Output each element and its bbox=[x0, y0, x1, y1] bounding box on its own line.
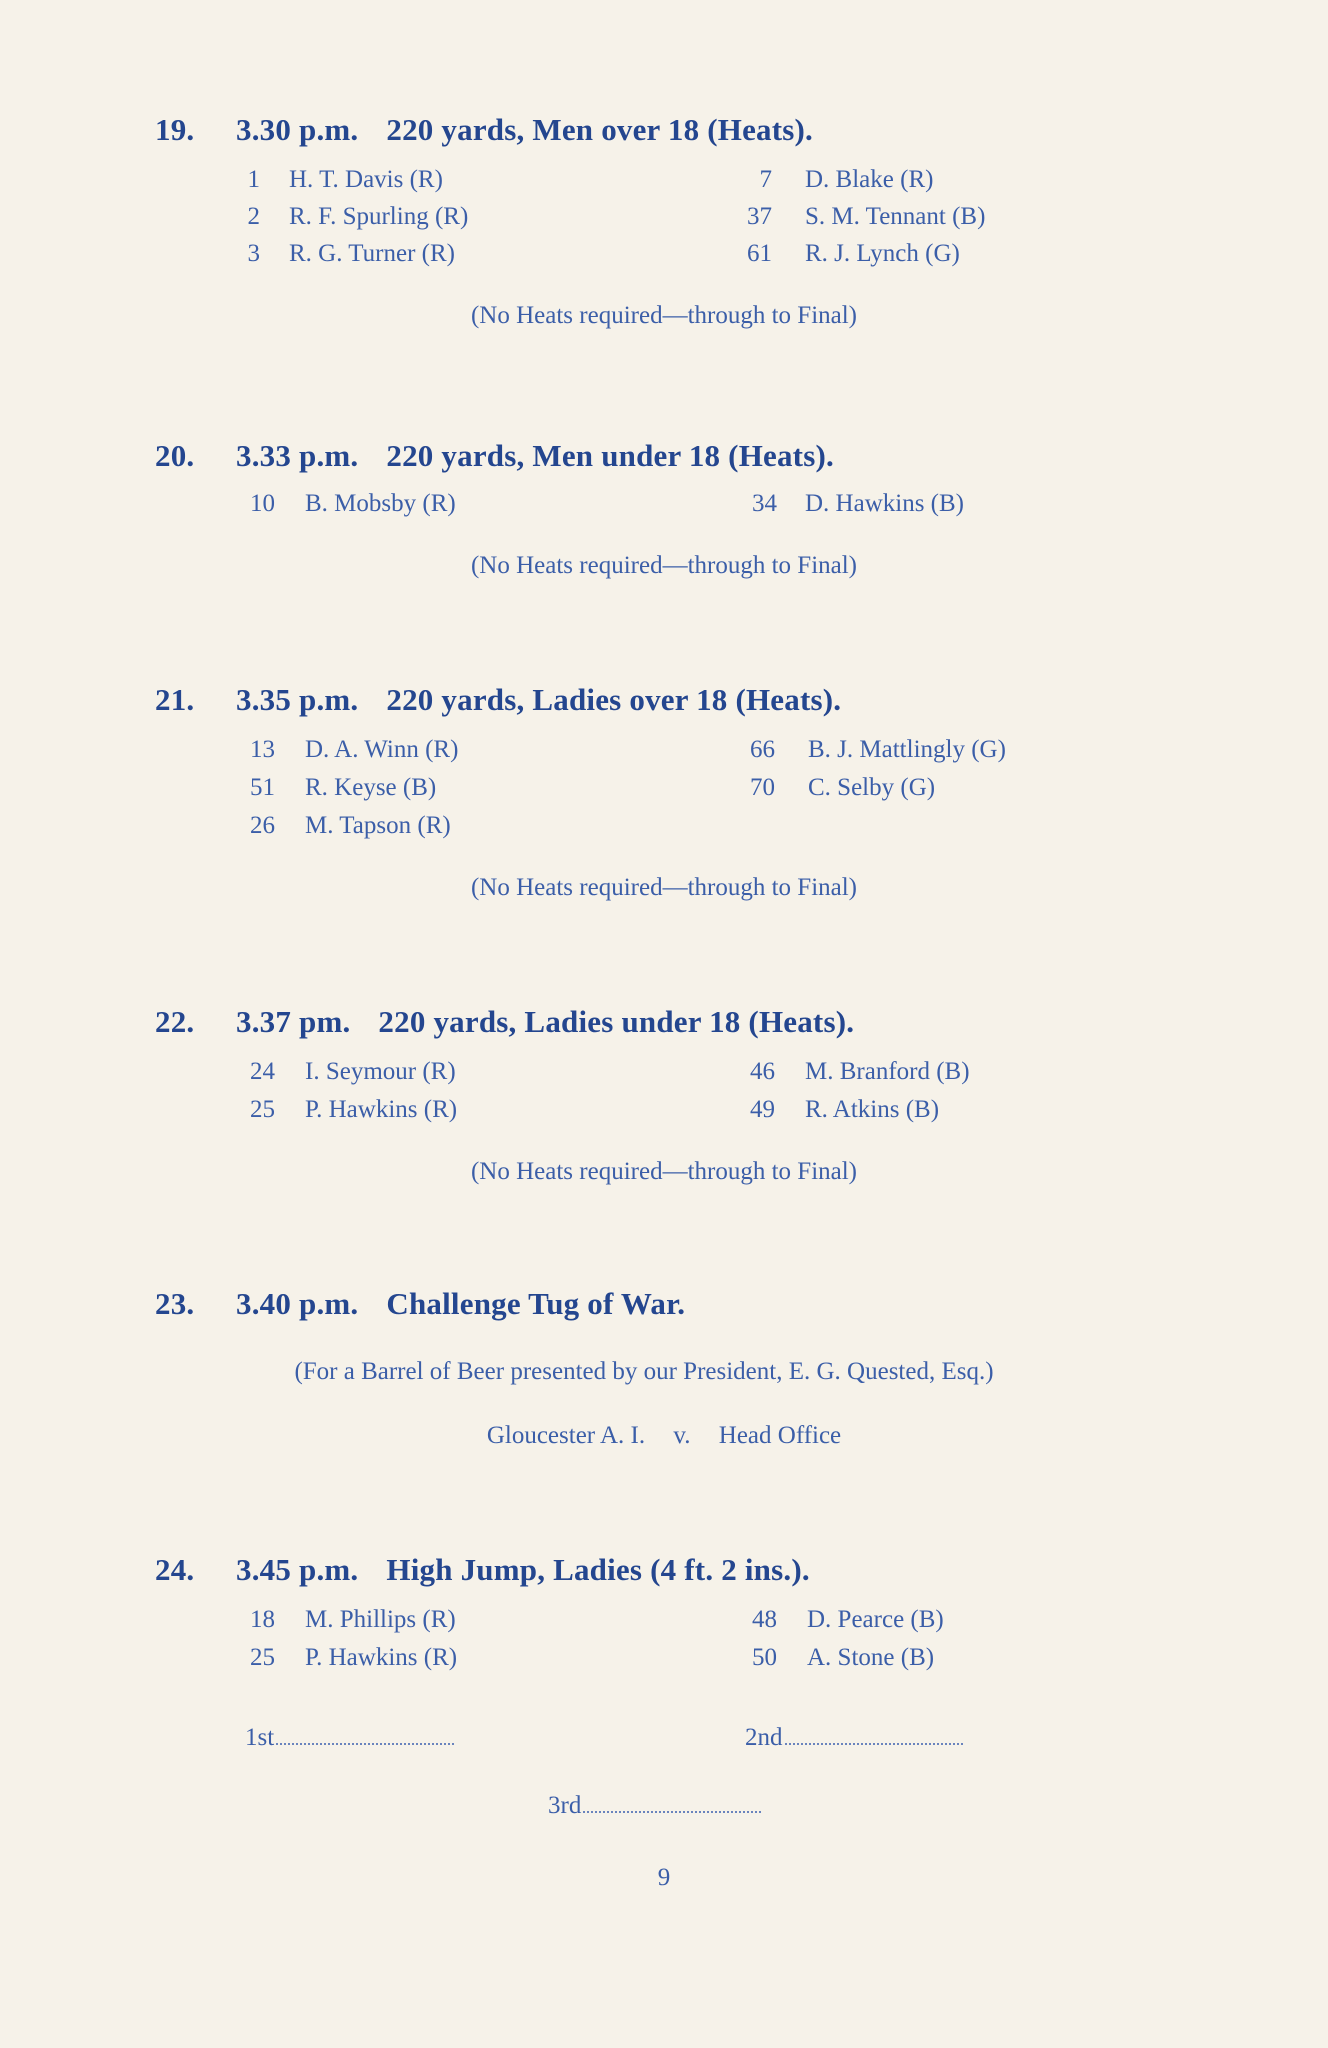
entry-row bbox=[0, 240, 1328, 278]
heats-note: (No Heats required—through to Final) bbox=[470, 552, 858, 579]
right-entry-name: R. Atkins (B) bbox=[805, 1096, 940, 1123]
event-title: 220 yards, Ladies over 18 (Heats). bbox=[386, 682, 842, 717]
left-entry-name: R. F. Spurling (R) bbox=[289, 203, 469, 230]
right-entry-name: B. J. Mattlingly (G) bbox=[808, 736, 1006, 763]
event-number: 21. bbox=[155, 682, 195, 717]
heats-note: (No Heats required—through to Final) bbox=[470, 1158, 858, 1185]
second-place-label: 2nd bbox=[745, 1724, 783, 1751]
third-place bbox=[548, 1792, 761, 1820]
event-time: 3.30 p.m. bbox=[236, 112, 359, 147]
entry-row bbox=[0, 774, 1328, 812]
event-title: Challenge Tug of War. bbox=[386, 1286, 686, 1321]
entry-row bbox=[0, 812, 1328, 850]
heats-note: (No Heats required—through to Final) bbox=[470, 302, 858, 329]
event-time: 3.33 p.m. bbox=[236, 438, 359, 473]
third-place-blank bbox=[583, 1807, 761, 1813]
left-entry-number: 10 bbox=[250, 490, 275, 517]
left-entry-number: 13 bbox=[250, 736, 275, 763]
second-place bbox=[745, 1724, 963, 1752]
event-number: 19. bbox=[155, 112, 195, 147]
tug-teams bbox=[0, 1422, 1328, 1450]
left-entry-number: 25 bbox=[250, 1096, 275, 1123]
right-entry-number: 37 bbox=[747, 203, 772, 230]
right-entry-number: 34 bbox=[752, 490, 777, 517]
event-time: 3.35 p.m. bbox=[236, 682, 359, 717]
left-entry-name: B. Mobsby (R) bbox=[305, 490, 456, 517]
entry-row bbox=[0, 166, 1328, 204]
left-entry-number: 3 bbox=[247, 240, 260, 267]
right-entry-name: D. Hawkins (B) bbox=[805, 490, 965, 517]
right-entry-name: C. Selby (G) bbox=[808, 774, 936, 801]
right-entry-number: 48 bbox=[752, 1606, 777, 1633]
left-entry-number: 2 bbox=[247, 203, 260, 230]
entry-row bbox=[0, 1096, 1328, 1134]
event-number: 22. bbox=[155, 1004, 195, 1039]
team-a: Gloucester A. I. bbox=[486, 1422, 646, 1449]
right-entry-name: D. Blake (R) bbox=[805, 166, 934, 193]
left-entry-name: R. Keyse (B) bbox=[305, 774, 437, 801]
heats-note: (No Heats required—through to Final) bbox=[470, 874, 858, 901]
team-b: Head Office bbox=[718, 1422, 842, 1449]
event-heading bbox=[155, 1286, 685, 1322]
left-entry-number: 18 bbox=[250, 1606, 275, 1633]
event-title: 220 yards, Ladies under 18 (Heats). bbox=[378, 1004, 855, 1039]
first-place-blank bbox=[276, 1739, 454, 1745]
event-heading bbox=[155, 1552, 810, 1588]
left-entry-name: R. G. Turner (R) bbox=[289, 240, 455, 267]
entry-row bbox=[0, 490, 1328, 528]
left-entry-name: D. A. Winn (R) bbox=[305, 736, 459, 763]
right-entry-number: 46 bbox=[750, 1058, 775, 1085]
tug-prize-note: (For a Barrel of Beer presented by our President, E. G. Quested, Esq.) bbox=[294, 1358, 994, 1385]
left-entry-number: 1 bbox=[247, 166, 260, 193]
right-entry-name: D. Pearce (B) bbox=[807, 1606, 944, 1633]
entry-row bbox=[0, 736, 1328, 774]
event-heading bbox=[155, 112, 813, 148]
page-number: 9 bbox=[657, 1864, 671, 1891]
right-entry-name: R. J. Lynch (G) bbox=[805, 240, 960, 267]
first-place-label: 1st bbox=[245, 1724, 275, 1751]
right-entry-number: 61 bbox=[747, 240, 772, 267]
left-entry-name: M. Tapson (R) bbox=[305, 812, 451, 839]
right-entry-number: 66 bbox=[750, 736, 775, 763]
left-entry-name: M. Phillips (R) bbox=[305, 1606, 456, 1633]
right-entry-number: 50 bbox=[752, 1644, 777, 1671]
third-place-label: 3rd bbox=[548, 1792, 582, 1819]
right-entry-name: A. Stone (B) bbox=[807, 1644, 935, 1671]
right-entry-number: 70 bbox=[750, 774, 775, 801]
event-heading bbox=[155, 438, 834, 474]
right-entry-name: M. Branford (B) bbox=[805, 1058, 970, 1085]
versus: v. bbox=[673, 1422, 691, 1449]
left-entry-name: P. Hawkins (R) bbox=[305, 1096, 458, 1123]
second-place-blank bbox=[785, 1739, 963, 1745]
left-entry-number: 24 bbox=[250, 1058, 275, 1085]
first-place bbox=[245, 1724, 454, 1752]
event-number: 24. bbox=[155, 1552, 195, 1587]
right-entry-number: 7 bbox=[759, 166, 772, 193]
entry-row bbox=[0, 203, 1328, 241]
event-number: 23. bbox=[155, 1286, 195, 1321]
entry-row bbox=[0, 1644, 1328, 1682]
right-entry-name: S. M. Tennant (B) bbox=[805, 203, 986, 230]
entry-row bbox=[0, 1058, 1328, 1096]
left-entry-name: P. Hawkins (R) bbox=[305, 1644, 458, 1671]
event-heading bbox=[155, 1004, 854, 1040]
left-entry-number: 25 bbox=[250, 1644, 275, 1671]
event-time: 3.37 pm. bbox=[236, 1004, 351, 1039]
event-time: 3.45 p.m. bbox=[236, 1552, 359, 1587]
left-entry-name: H. T. Davis (R) bbox=[289, 166, 443, 193]
left-entry-number: 26 bbox=[250, 812, 275, 839]
event-title: 220 yards, Men over 18 (Heats). bbox=[386, 112, 814, 147]
event-title: 220 yards, Men under 18 (Heats). bbox=[386, 438, 834, 473]
entry-row bbox=[0, 1606, 1328, 1644]
event-title: High Jump, Ladies (4 ft. 2 ins.). bbox=[386, 1552, 810, 1587]
right-entry-number: 49 bbox=[750, 1096, 775, 1123]
event-heading bbox=[155, 682, 841, 718]
left-entry-number: 51 bbox=[250, 774, 275, 801]
event-time: 3.40 p.m. bbox=[236, 1286, 359, 1321]
event-number: 20. bbox=[155, 438, 195, 473]
left-entry-name: I. Seymour (R) bbox=[305, 1058, 456, 1085]
